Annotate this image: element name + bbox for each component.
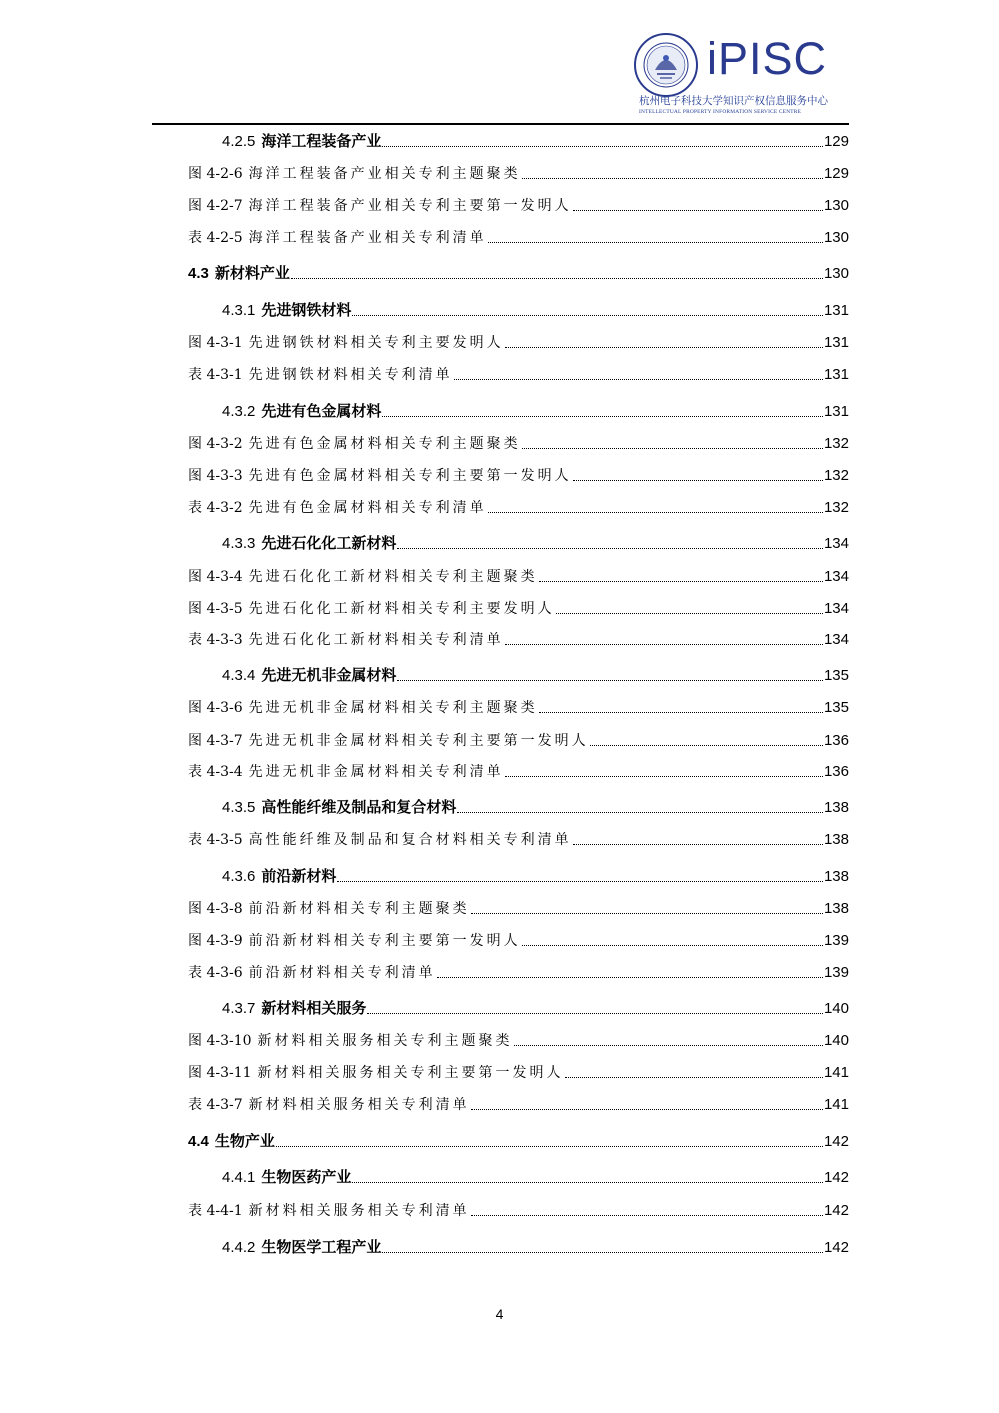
toc-entry-page: 131 (823, 334, 849, 351)
toc-entry-page: 136 (823, 732, 849, 749)
dot-leader (352, 314, 823, 316)
toc-entry-page: 140 (823, 1032, 849, 1049)
dot-leader (522, 944, 823, 946)
toc-entry-page: 134 (823, 600, 849, 617)
toc-entry-title: 先进有色金属材料相关专利清单 (248, 500, 487, 516)
toc-entry-number: 图 4-3-6 (188, 700, 243, 716)
dot-leader (337, 880, 823, 882)
toc-entry-title: 海洋工程装备产业 (261, 132, 382, 150)
toc-entry-number: 图 4-3-2 (188, 436, 243, 452)
toc-entry[interactable] (188, 163, 849, 183)
toc-entry[interactable] (222, 400, 849, 421)
toc-entry-title: 先进无机非金属材料 (261, 666, 397, 684)
toc-entry-title: 先进石化化工新材料相关专利主题聚类 (248, 569, 538, 585)
toc-entry-title: 生物医药产业 (261, 1168, 352, 1186)
dot-leader (352, 1181, 823, 1183)
dot-leader (573, 209, 823, 211)
toc-entry[interactable] (188, 497, 849, 517)
toc-entry-number: 表 4-4-1 (188, 1203, 243, 1219)
toc-entry-title: 前沿新材料相关专利清单 (248, 965, 436, 981)
toc-entry[interactable] (222, 130, 849, 151)
dot-leader (454, 378, 823, 380)
toc-entry-number: 图 4-2-7 (188, 198, 243, 214)
toc-entry-title: 前沿新材料相关专利主题聚类 (248, 901, 470, 917)
dot-leader (382, 145, 823, 147)
toc-entry-page: 142 (823, 1239, 849, 1256)
toc-entry[interactable] (222, 664, 849, 685)
toc-entry-page: 138 (823, 900, 849, 917)
toc-entry-number: 4.3.6 (222, 868, 256, 885)
dot-leader (522, 177, 823, 179)
dot-leader (382, 1251, 823, 1253)
toc-entry-number: 4.3.5 (222, 799, 256, 816)
toc-entry-page: 130 (823, 197, 849, 214)
toc-entry-number: 4.4.1 (222, 1169, 256, 1186)
toc-entry[interactable] (222, 997, 849, 1018)
dot-leader (505, 643, 823, 645)
toc-entry-number: 图 4-3-1 (188, 335, 243, 351)
toc-entry[interactable] (222, 299, 849, 320)
toc-entry-number: 4.3.1 (222, 302, 256, 319)
dot-leader (457, 811, 823, 813)
toc-entry-number: 表 4-3-7 (188, 1097, 243, 1113)
dot-leader (488, 241, 823, 243)
toc-entry-number: 图 4-3-10 (188, 1033, 252, 1049)
dot-leader (382, 415, 823, 417)
toc-entry-page: 139 (823, 932, 849, 949)
toc-entry-page: 135 (823, 699, 849, 716)
toc-entry[interactable] (188, 730, 849, 750)
toc-entry-page: 134 (823, 631, 849, 648)
toc-entry-number: 4.3.2 (222, 403, 256, 420)
toc-entry[interactable] (188, 433, 849, 453)
toc-entry-number: 图 4-3-7 (188, 733, 243, 749)
toc-entry-number: 图 4-3-8 (188, 901, 243, 917)
toc-entry-title: 先进有色金属材料相关专利主题聚类 (248, 436, 521, 452)
toc-entry-title: 海洋工程装备产业相关专利主要第一发明人 (248, 198, 572, 214)
toc-entry-page: 129 (823, 133, 849, 150)
toc-entry-number: 表 4-2-5 (188, 230, 243, 246)
toc-entry-title: 前沿新材料 (261, 867, 337, 885)
toc-entry-page: 138 (823, 868, 849, 885)
toc-entry[interactable] (188, 1130, 849, 1151)
toc-entry[interactable] (222, 1236, 849, 1257)
dot-leader (505, 346, 823, 348)
toc-entry[interactable] (188, 364, 849, 384)
toc-entry-number: 图 4-3-4 (188, 569, 243, 585)
toc-entry[interactable] (222, 865, 849, 886)
toc-entry-page: 142 (823, 1169, 849, 1186)
dot-leader (590, 744, 823, 746)
dot-leader (505, 775, 823, 777)
toc-entry-page: 132 (823, 435, 849, 452)
toc-entry-page: 129 (823, 165, 849, 182)
toc-entry-page: 141 (823, 1064, 849, 1081)
toc-entry-title: 生物医学工程产业 (261, 1238, 382, 1256)
dot-leader (556, 612, 823, 614)
dot-leader (471, 1214, 823, 1216)
toc-entry-number: 表 4-3-1 (188, 367, 243, 383)
toc-entry-title: 新材料相关服务相关专利主要第一发明人 (257, 1065, 564, 1081)
toc-entry-page: 131 (823, 403, 849, 420)
toc-entry-title: 先进钢铁材料 (261, 301, 352, 319)
toc-entry[interactable] (188, 195, 849, 215)
toc-entry[interactable] (188, 566, 849, 586)
toc-entry-number: 4.4.2 (222, 1239, 256, 1256)
toc-entry[interactable] (222, 796, 849, 817)
dot-leader (471, 912, 823, 914)
toc-entry-page: 140 (823, 1000, 849, 1017)
toc-entry-title: 先进无机非金属材料相关专利主要第一发明人 (248, 733, 589, 749)
toc-entry-title: 新材料相关服务 (261, 999, 367, 1017)
toc-entry-title: 高性能纤维及制品和复合材料相关专利清单 (248, 832, 572, 848)
toc-entry[interactable] (222, 532, 849, 553)
toc-entry-title: 新材料相关服务相关专利主题聚类 (257, 1033, 513, 1049)
toc-entry-title: 先进有色金属材料 (261, 402, 382, 420)
toc-entry[interactable] (188, 930, 849, 950)
toc-entry-page: 130 (823, 229, 849, 246)
toc-entry-title: 先进石化化工新材料 (261, 534, 397, 552)
toc-entry[interactable] (188, 1094, 849, 1114)
toc-entry-title: 海洋工程装备产业相关专利主题聚类 (248, 166, 521, 182)
toc-entry-page: 134 (823, 568, 849, 585)
toc-entry-title: 新材料相关服务相关专利清单 (248, 1203, 470, 1219)
toc-entry[interactable] (188, 697, 849, 717)
toc-entry-title: 先进钢铁材料相关专利清单 (248, 367, 453, 383)
dot-leader (514, 1044, 823, 1046)
toc-entry-page: 134 (823, 535, 849, 552)
toc-entry-number: 图 4-2-6 (188, 166, 243, 182)
dot-leader (397, 547, 823, 549)
toc-entry[interactable] (188, 332, 849, 352)
toc-entry-title: 高性能纤维及制品和复合材料 (261, 798, 457, 816)
toc-entry-title: 新材料产业 (214, 264, 290, 282)
dot-leader (276, 1145, 823, 1147)
toc-entry-title: 先进钢铁材料相关专利主要发明人 (248, 335, 504, 351)
toc-entry[interactable] (188, 227, 849, 247)
toc-entry-title: 海洋工程装备产业相关专利清单 (248, 230, 487, 246)
toc-entry-title: 前沿新材料相关专利主要第一发明人 (248, 933, 521, 949)
dot-leader (437, 976, 823, 978)
toc-entry-page: 130 (823, 265, 849, 282)
toc-entry-page: 142 (823, 1202, 849, 1219)
toc-entry-number: 4.3 (188, 265, 209, 282)
toc-entry-page: 138 (823, 831, 849, 848)
toc-entry-page: 132 (823, 499, 849, 516)
toc-entry-page: 136 (823, 763, 849, 780)
dot-leader (488, 511, 823, 513)
dot-leader (539, 711, 823, 713)
toc-entry[interactable] (188, 262, 849, 283)
org-name-en: INTELLECTUAL PROPERTY INFORMATION SERVICE CENTRE (639, 109, 802, 115)
toc-entry-number: 4.3.3 (222, 535, 256, 552)
toc-entry-page: 138 (823, 799, 849, 816)
dot-leader (565, 1076, 823, 1078)
page-number: 4 (495, 1306, 504, 1322)
toc-entry-number: 表 4-3-4 (188, 764, 243, 780)
toc-entry-page: 131 (823, 366, 849, 383)
toc-entry-number: 图 4-3-9 (188, 933, 243, 949)
toc-entry[interactable] (188, 465, 849, 485)
toc-entry-page: 135 (823, 667, 849, 684)
toc-entry-title: 先进石化化工新材料相关专利清单 (248, 632, 504, 648)
toc-entry-title: 生物产业 (214, 1132, 275, 1150)
dot-leader (539, 580, 823, 582)
toc-entry[interactable] (188, 761, 849, 781)
toc-entry-number: 4.3.4 (222, 667, 256, 684)
dot-leader (397, 679, 823, 681)
toc-entry-page: 131 (823, 302, 849, 319)
dot-leader (573, 479, 823, 481)
toc-entry[interactable] (188, 1030, 849, 1050)
toc-entry-title: 新材料相关服务相关专利清单 (248, 1097, 470, 1113)
dot-leader (471, 1108, 823, 1110)
toc-entry[interactable] (188, 629, 849, 649)
toc-entry-number: 表 4-3-6 (188, 965, 243, 981)
toc-entry-page: 139 (823, 964, 849, 981)
toc-entry-number: 表 4-3-5 (188, 832, 243, 848)
dot-leader (291, 277, 823, 279)
toc-entry-page: 132 (823, 467, 849, 484)
dot-leader (573, 843, 823, 845)
toc-entry-number: 4.3.7 (222, 1000, 256, 1017)
toc-entry[interactable] (188, 898, 849, 918)
toc-entry-number: 图 4-3-11 (188, 1065, 252, 1081)
toc-entry-number: 图 4-3-5 (188, 601, 243, 617)
toc-entry-page: 142 (823, 1133, 849, 1150)
toc-entry[interactable] (188, 1200, 849, 1220)
toc-entry-title: 先进有色金属材料相关专利主要第一发明人 (248, 468, 572, 484)
toc-entry[interactable] (188, 962, 849, 982)
toc-entry-number: 4.4 (188, 1133, 209, 1150)
toc-entry-number: 图 4-3-3 (188, 468, 243, 484)
toc-entry-title: 先进石化化工新材料相关专利主要发明人 (248, 601, 555, 617)
toc-entry-title: 先进无机非金属材料相关专利清单 (248, 764, 504, 780)
toc-entry[interactable] (188, 829, 849, 849)
toc-entry-number: 表 4-3-2 (188, 500, 243, 516)
toc-entry[interactable] (188, 1062, 849, 1082)
toc-entry[interactable] (188, 598, 849, 618)
dot-leader (367, 1012, 823, 1014)
toc-entry[interactable] (222, 1166, 849, 1187)
brand-wordmark: iPISC (707, 33, 828, 84)
dot-leader (522, 447, 823, 449)
toc-entry-title: 先进无机非金属材料相关专利主题聚类 (248, 700, 538, 716)
toc-entry-number: 表 4-3-3 (188, 632, 243, 648)
org-name-cn: 杭州电子科技大学知识产权信息服务中心 (639, 95, 828, 107)
toc-entry-page: 141 (823, 1096, 849, 1113)
toc-entry-number: 4.2.5 (222, 133, 256, 150)
